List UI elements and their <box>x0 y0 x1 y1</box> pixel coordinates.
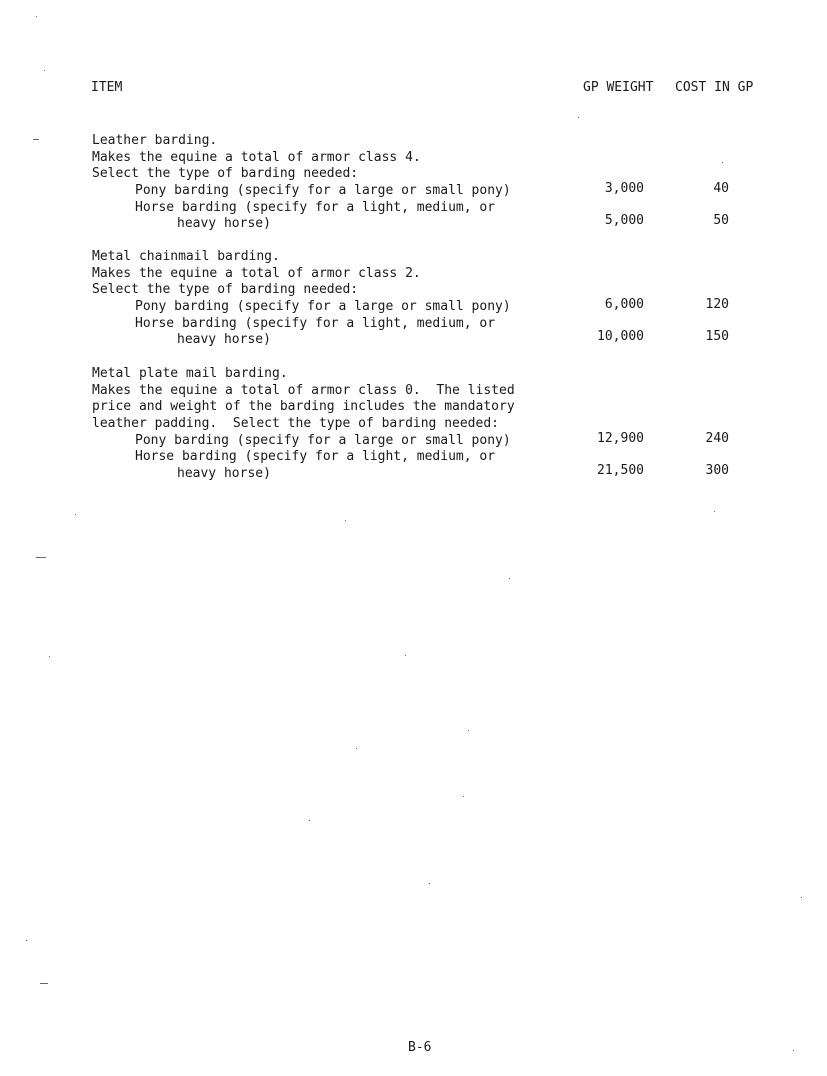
horse-barding-cost: 50 <box>713 213 729 229</box>
section-chainmail-barding <box>92 249 772 349</box>
description-text: Makes the equine a total of armor class 4. <box>92 149 421 165</box>
horse-barding-row-continued <box>92 463 772 483</box>
pony-barding-weight: 12,900 <box>597 430 644 446</box>
pony-barding-cost: 40 <box>713 181 729 197</box>
horse-barding-label: Horse barding (specify for a light, medium, or <box>135 315 496 331</box>
description-text: price and weight of the barding includes the mandatory <box>92 399 515 415</box>
scan-speck <box>36 16 37 17</box>
scan-speck <box>33 139 39 140</box>
description-text: Makes the equine a total of armor class 2. <box>92 265 421 281</box>
pony-barding-label: Pony barding (specify for a large or small pony) <box>135 432 511 448</box>
scan-speck <box>26 940 27 941</box>
column-header-gp-weight: GP WEIGHT <box>583 80 654 95</box>
pony-barding-label: Pony barding (specify for a large or small pony) <box>135 183 511 199</box>
section-title <box>92 366 772 383</box>
horse-barding-cost: 300 <box>705 463 729 479</box>
section-title <box>92 249 772 266</box>
pony-barding-label: Pony barding (specify for a large or small pony) <box>135 299 511 315</box>
scan-speck <box>714 511 715 512</box>
scan-speck <box>429 883 430 884</box>
scan-speck <box>309 820 310 821</box>
scan-speck <box>44 70 45 71</box>
scan-speck <box>345 520 346 521</box>
section-description-line <box>92 399 772 416</box>
pony-barding-cost: 120 <box>705 297 729 313</box>
horse-barding-row-continued <box>92 213 772 233</box>
scan-speck <box>75 514 76 515</box>
horse-barding-label-continued: heavy horse) <box>177 332 271 348</box>
horse-barding-label: Horse barding (specify for a light, medium, or <box>135 449 496 465</box>
horse-barding-row-continued <box>92 329 772 349</box>
scan-speck <box>801 897 802 898</box>
description-text: Makes the equine a total of armor class 0. The listed <box>92 382 515 398</box>
horse-barding-cost: 150 <box>705 329 729 345</box>
scan-speck <box>405 655 406 656</box>
scan-speck <box>463 796 464 797</box>
pony-barding-weight: 6,000 <box>604 297 644 313</box>
description-text: leather padding. Select the type of barding needed: <box>92 416 499 432</box>
horse-barding-label-continued: heavy horse) <box>177 466 271 482</box>
description-text: Select the type of barding needed: <box>92 282 359 298</box>
section-title-text: Leather barding. <box>92 133 218 148</box>
scan-speck <box>468 730 469 731</box>
pony-barding-row <box>92 430 772 450</box>
pony-barding-cost: 240 <box>705 430 729 446</box>
section-description-line <box>92 266 772 283</box>
scan-speck <box>578 117 579 118</box>
horse-barding-label-continued: heavy horse) <box>177 216 271 232</box>
section-title-text: Metal chainmail barding. <box>92 249 280 264</box>
scan-speck <box>793 1050 794 1051</box>
horse-barding-weight: 10,000 <box>597 329 644 345</box>
column-header-item: ITEM <box>91 80 123 95</box>
section-description-line <box>92 150 772 167</box>
scan-speck <box>36 557 46 558</box>
horse-barding-label: Horse barding (specify for a light, medium, or <box>135 199 496 215</box>
pony-barding-row <box>92 183 772 200</box>
section-title <box>92 133 772 150</box>
column-header-cost: COST IN GP <box>675 80 754 95</box>
scan-speck <box>509 578 510 579</box>
section-title-text: Metal plate mail barding. <box>92 366 288 381</box>
horse-barding-weight: 21,500 <box>597 463 644 479</box>
scan-speck <box>40 983 48 984</box>
pony-barding-weight: 3,000 <box>604 181 644 197</box>
scan-speck <box>356 748 357 749</box>
page-number: B-6 <box>408 1040 432 1055</box>
description-text: Select the type of barding needed: <box>92 166 359 182</box>
section-leather-barding <box>92 133 772 233</box>
horse-barding-weight: 5,000 <box>604 213 644 229</box>
pony-barding-row <box>92 299 772 316</box>
section-description-line <box>92 383 772 400</box>
section-plate-mail-barding <box>92 366 772 483</box>
scan-speck <box>722 162 723 163</box>
scan-speck <box>49 656 50 657</box>
